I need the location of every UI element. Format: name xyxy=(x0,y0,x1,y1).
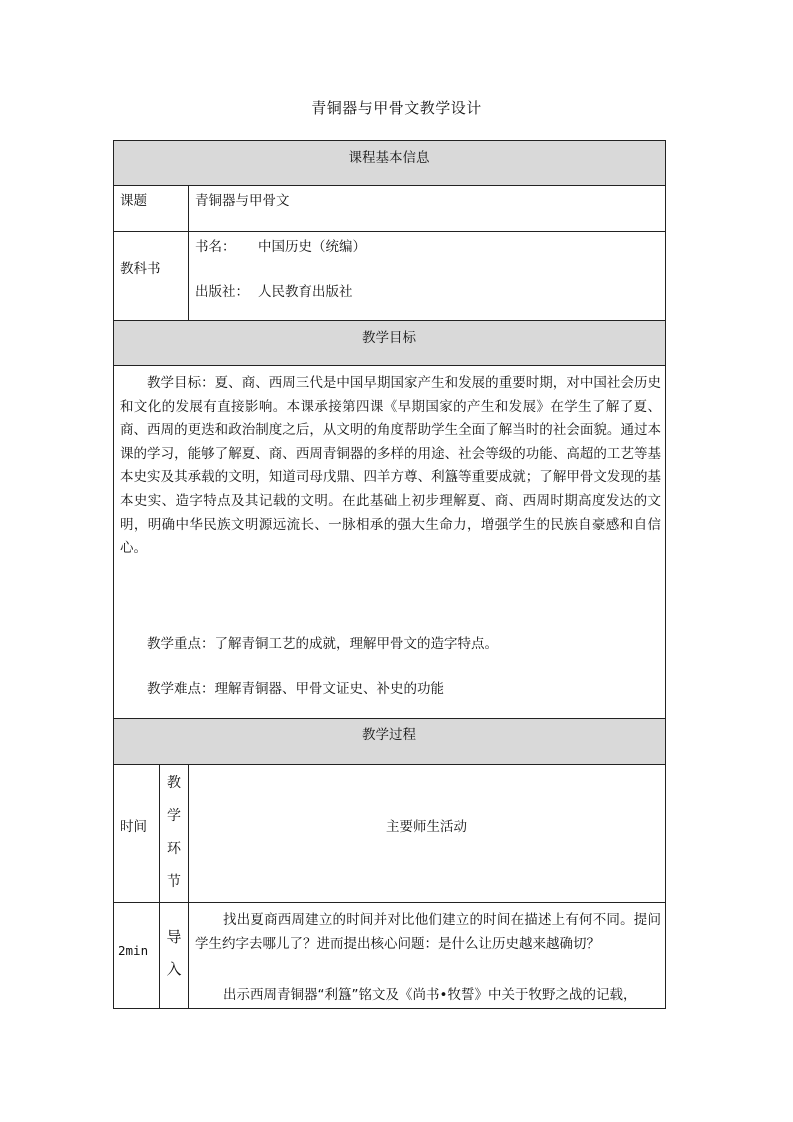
difficulties: 教学难点：理解青铜器、甲骨文证史、补史的功能 xyxy=(147,681,444,697)
grid-line xyxy=(188,764,189,1009)
table-border-left xyxy=(113,140,114,1009)
grid-line xyxy=(113,718,666,719)
grid-line xyxy=(113,365,666,366)
col-stage-char: 环 xyxy=(167,841,181,857)
grid-line xyxy=(113,902,666,903)
col-stage-char: 节 xyxy=(167,874,181,890)
table-border-bottom xyxy=(113,1008,666,1009)
row-time: 2min xyxy=(118,943,149,958)
row-activity-paragraph: 出示西周青铜器“利簋”铭文及《尚书•牧誓》中关于牧野之战的记载， xyxy=(223,987,637,1003)
row-stage-char: 入 xyxy=(166,960,182,978)
publisher-label: 出版社： xyxy=(195,284,249,300)
book-name-label: 书名： xyxy=(195,239,236,255)
table-border-top xyxy=(113,140,666,141)
grid-line xyxy=(113,231,666,232)
col-time-header: 时间 xyxy=(120,819,147,835)
col-stage-header xyxy=(160,772,188,904)
publisher-value: 人民教育出版社 xyxy=(258,284,353,300)
basic-info-header: 课程基本信息 xyxy=(348,150,430,166)
book-name-value: 中国历史（统编） xyxy=(258,239,366,255)
topic-value: 青铜器与甲骨文 xyxy=(195,193,290,209)
objectives-header: 教学目标 xyxy=(362,330,416,346)
col-stage-char: 教 xyxy=(167,775,181,791)
row-stage xyxy=(160,926,188,990)
key-points: 教学重点：了解青铜工艺的成就，理解甲骨文的造字特点。 xyxy=(147,636,498,652)
grid-line xyxy=(113,764,666,765)
textbook-label: 教科书 xyxy=(120,261,161,277)
grid-line xyxy=(113,185,666,186)
grid-line xyxy=(188,185,189,321)
document-title: 青铜器与甲骨文教学设计 xyxy=(311,99,482,117)
col-activity-header: 主要师生活动 xyxy=(386,819,467,835)
row-stage-char: 导 xyxy=(166,928,182,946)
process-header: 教学过程 xyxy=(362,727,416,743)
objectives-paragraph: 教学目标：夏、商、西周三代是中国早期国家产生和发展的重要时期，对中国社会历史和文化的发展有直接影响。本课承接第四课《早期国家的产生和发展》在学生了解了夏、商、西周的更迭和政治制度之后，从文明的角度帮助学生全面了解当时的社会面貌。通过本课的学习，能够了解夏、商、西周青铜器的多样的用途、社会等级的功能、高超的工艺等基本史实及其承载的文明，知道司母戊鼎、四羊方尊、利簋等重要成就；了解甲骨文发现的基本史实、造字特点及其记载的文明。在此基础上初步理解夏、商、西周时期高度发达的文明，明确中华民族文明源远流长、一脉相承的强大生命力，增强学生的民族自豪感和自信心。 xyxy=(120,375,661,557)
col-stage-char: 学 xyxy=(167,808,181,824)
row-activity-paragraph: 找出夏商西周建立的时间并对比他们建立的时间在描述上有何不同。提问学生约字去哪儿了？进而提出核心问题：是什么让历史越来越确切？ xyxy=(195,912,661,952)
table-border-right xyxy=(665,140,666,1009)
grid-line xyxy=(113,320,666,321)
topic-label: 课题 xyxy=(120,193,147,209)
